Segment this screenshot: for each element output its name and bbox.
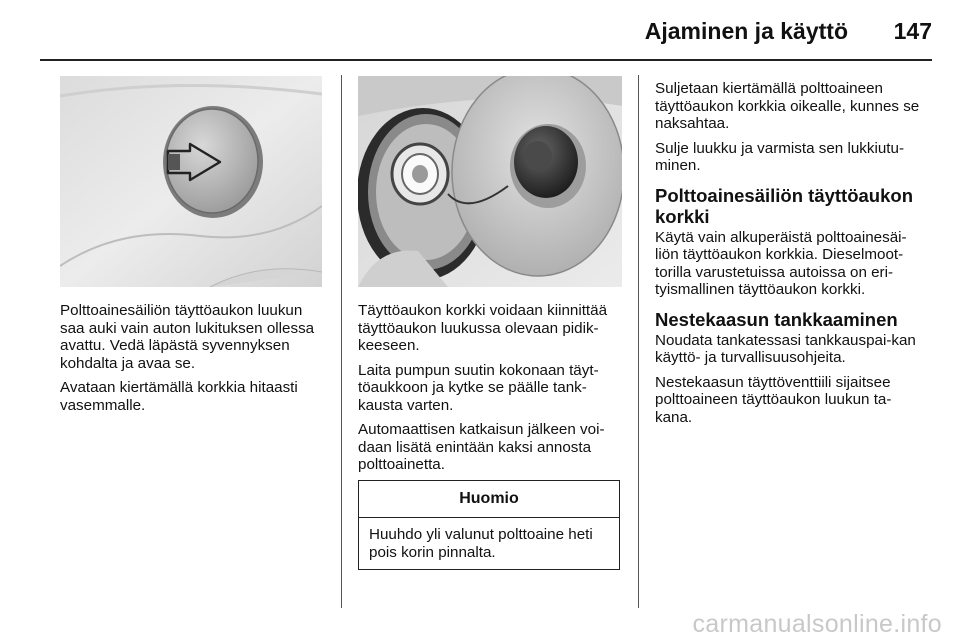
left-column-text xyxy=(60,302,330,421)
paragraph: Noudata tankatessasi tankkauspai-kan käyttö- ja turvallisuusohjeita. xyxy=(655,331,916,366)
column-divider-left xyxy=(341,75,342,608)
paragraph: Avataan kiertämällä korkkia hitaasti vasemmalle. xyxy=(60,379,298,414)
middle-column-text xyxy=(358,302,628,481)
paragraph: Sulje luukku ja varmista sen lukkiutu-minen. xyxy=(655,139,905,174)
note-box xyxy=(358,480,620,570)
paragraph: Nestekaasun täyttöventtiili sijaitsee polttoaineen täyttöaukon luukun ta-kana. xyxy=(655,373,892,426)
paragraph: Täyttöaukon korkki voidaan kiinnittää täyttöaukon luukussa olevaan pidik-keeseen. xyxy=(358,302,608,354)
column-divider-right xyxy=(638,75,639,608)
right-column-text xyxy=(655,80,927,433)
paragraph: Käytä vain alkuperäistä polttoainesäi-liön täyttöaukon korkkia. Dieselmoot-torilla varustetuissa autoissa on eri-tyismallinen täyttöaukon korkki. xyxy=(655,228,907,298)
page-header-title: Ajaminen ja käyttö xyxy=(644,18,848,44)
paragraph: Laita pumpun suutin kokonaan täyt-töaukkoon ja kytke se päälle tank-kausta varten. xyxy=(358,361,599,414)
watermark: carmanualsonline.info xyxy=(692,610,942,638)
note-text: Huuhdo yli valunut polttoaine heti pois korin pinnalta. xyxy=(369,526,593,561)
page-number: 147 xyxy=(893,18,932,44)
fuel-door-open-illustration xyxy=(358,76,622,287)
section-heading-lpg-refuelling: Nestekaasun tankkaaminen xyxy=(655,308,898,330)
fuel-door-closed-photo xyxy=(60,76,322,287)
paragraph: Polttoainesäiliön täyttöaukon luukun saa auki vain auton lukituksen ollessa avattu. Vedä läpästä syvennyksen kohdalta ja avaa se. xyxy=(60,302,315,372)
paragraph: Automaattisen katkaisun jälkeen voi-daan lisätä enintään kaksi annosta polttoainetta. xyxy=(358,421,605,473)
paragraph: Suljetaan kiertämällä polttoaineen täyttöaukon korkkia oikealle, kunnes se naksahtaa. xyxy=(655,80,920,132)
fuel-door-closed-illustration xyxy=(60,76,322,287)
section-heading-fuel-cap: Polttoainesäiliön täyttöaukon korkki xyxy=(655,184,913,227)
note-title: Huomio xyxy=(359,481,619,518)
fuel-door-open-photo xyxy=(358,76,622,287)
header-divider xyxy=(40,59,932,61)
